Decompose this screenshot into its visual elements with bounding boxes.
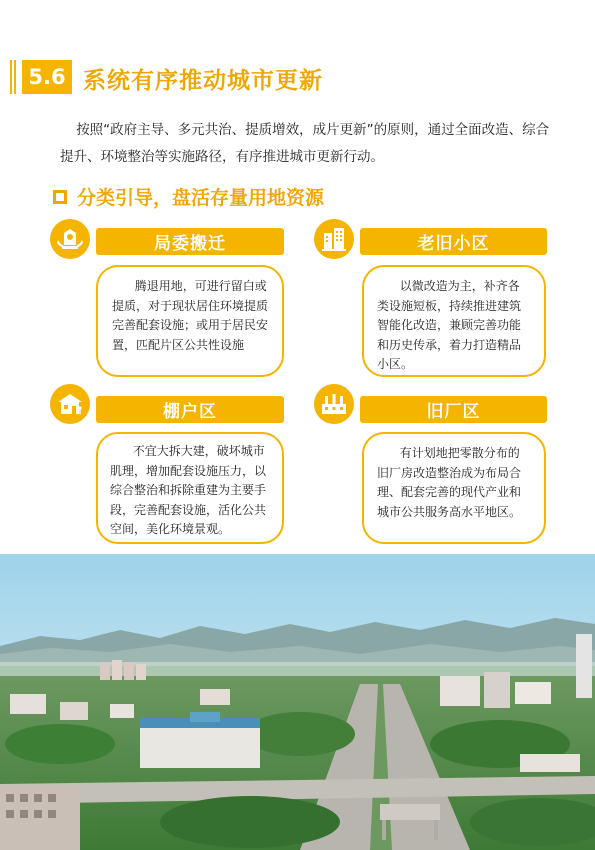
residential-building-icon: [314, 219, 354, 259]
category-description-text-0: 腾退用地，可进行留白或提质，对于现状居住环境提质完善配套设施；或用于居民安置，匹配片区公共性设施: [112, 279, 269, 352]
subheading: [53, 183, 324, 210]
category-description-0: [96, 265, 284, 377]
category-description-1: [362, 265, 546, 377]
category-description-text-3: 有计划地把零散分布的旧厂房改造整治成为布局合理、配套完善的现代产业和城市公共服务高水平地区。: [377, 446, 522, 519]
category-description-text-1: 以微改造为主，补齐各类设施短板，持续推进建筑智能化改造，兼顾完善功能和历史传承，着力打造精品小区。: [377, 279, 522, 371]
intro-paragraph: 按照“政府主导、多元共治、提质增效，成片更新”的原则，通过全面改造、综合提升、环境整治等实施路径，有序推进城市更新行动。: [60, 122, 550, 165]
category-description-text-2: 不宜大拆大建，破坏城市肌理，增加配套设施压力，以综合整治和拆除重建为主要手段，完善配套设施，活化公共空间，美化环境景观。: [110, 444, 267, 536]
category-description-3: [362, 432, 546, 544]
square-bullet-icon: [53, 190, 67, 204]
shanty-house-icon: [50, 384, 90, 424]
category-title-3: 旧厂区: [360, 396, 547, 423]
subheading-text: 分类引导，盘活存量用地资源: [77, 187, 325, 209]
category-title-0: 局委搬迁: [96, 228, 284, 255]
category-description-2: [96, 432, 284, 544]
government-building-icon: [50, 219, 90, 259]
category-title-2: 棚户区: [96, 396, 284, 423]
aerial-city-photo: [0, 554, 595, 850]
section-title: 系统有序推动城市更新: [83, 68, 323, 94]
section-number: 5.6: [22, 60, 72, 94]
factory-icon: [314, 384, 354, 424]
section-decoration: [10, 60, 18, 94]
category-title-1: 老旧小区: [360, 228, 547, 255]
